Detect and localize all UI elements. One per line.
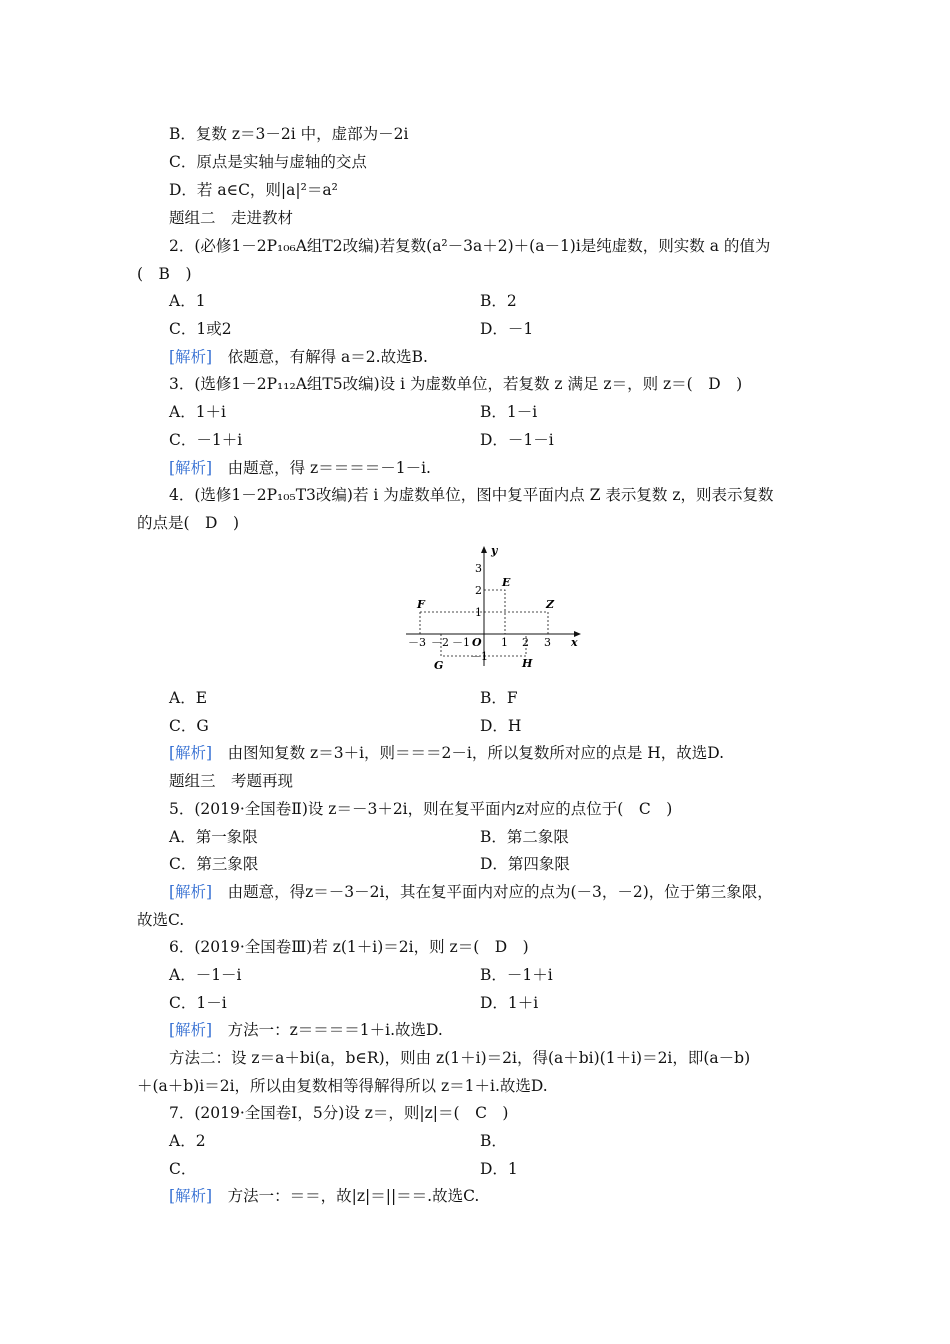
q2-option-c: C．1或2	[169, 320, 232, 338]
x-tick-label: 1	[501, 636, 508, 649]
complex-plane-figure	[398, 542, 583, 670]
x-tick-label: 3	[544, 636, 551, 649]
point-z-label: Z	[546, 598, 555, 611]
q2-answer-slot: ( B )	[137, 265, 192, 283]
q3-option-d: D．－1－i	[480, 431, 554, 449]
q6-method-two-cont: ＋(a＋b)i＝2i，所以由复数相等得解得所以 z＝1＋i.故选D.	[137, 1077, 548, 1095]
q7-option-b: B．	[480, 1132, 507, 1150]
group-2-heading: 题组二 走进教材	[169, 209, 294, 227]
q6-analysis	[169, 1020, 443, 1040]
q5-option-b: B．第二象限	[480, 828, 569, 846]
x-axis-label: x	[571, 636, 578, 649]
q6-analysis-text: 方法一：z＝＝＝＝1＋i.故选D.	[227, 1021, 443, 1039]
analysis-tag: [解析]	[169, 459, 213, 477]
q7-analysis	[169, 1186, 479, 1206]
guide-z	[484, 612, 548, 634]
q4-option-b: B．F	[480, 689, 518, 707]
q6-option-a: A．－1－i	[169, 966, 242, 984]
y-tick-label: －1	[470, 650, 488, 663]
q4-option-a: A．E	[169, 689, 208, 707]
q3-stem: 3．(选修1－2P₁₁₂A组T5改编)设 i 为虚数单位，若复数 z 满足 z＝，则 z＝( D )	[169, 375, 743, 393]
x-tick-label: －2	[431, 636, 449, 649]
q4-stem-cont: 的点是( D )	[137, 514, 240, 532]
q6-method-two: 方法二：设 z＝a＋bi(a，b∈R)，则由 z(1＋i)＝2i，得(a＋bi)(1＋i)＝2i，即(a－b)	[169, 1049, 751, 1067]
q5-option-a: A．第一象限	[169, 828, 258, 846]
q5-analysis	[169, 882, 773, 902]
q7-analysis-text: 方法一：＝＝，故|z|＝||＝＝.故选C.	[227, 1187, 480, 1205]
q5-option-d: D．第四象限	[480, 855, 570, 873]
q3-analysis-text: 由题意，得 z＝＝＝＝－1－i.	[227, 459, 431, 477]
q5-analysis-cont: 故选C.	[137, 911, 185, 929]
x-tick-label: －3	[408, 636, 426, 649]
q6-option-b: B．－1＋i	[480, 966, 553, 984]
x-tick-label: －1	[452, 636, 470, 649]
q5-option-c: C．第三象限	[169, 855, 259, 873]
q2-option-b: B．2	[480, 292, 517, 310]
y-tick-label: 2	[475, 584, 482, 597]
q5-stem: 5．(2019·全国卷Ⅱ)设 z＝－3＋2i，则在复平面内z对应的点位于( C )	[169, 800, 673, 818]
x-tick-label: 2	[522, 636, 529, 649]
q3-option-a: A．1＋i	[169, 403, 227, 421]
q6-stem: 6．(2019·全国卷Ⅲ)若 z(1＋i)＝2i，则 z＝( D )	[169, 938, 529, 956]
q7-option-d: D．1	[480, 1160, 518, 1178]
q1-option-c: C．原点是实轴与虚轴的交点	[169, 153, 367, 171]
q3-analysis	[169, 458, 431, 478]
analysis-tag: [解析]	[169, 744, 213, 762]
q2-option-a: A．1	[169, 292, 206, 310]
q6-option-d: D．1＋i	[480, 994, 539, 1012]
point-g-label: G	[434, 659, 444, 670]
origin-label: O	[472, 636, 482, 649]
q4-analysis-text: 由图知复数 z＝3＋i，则＝＝＝2－i，所以复数所对应的点是 H，故选D.	[227, 744, 725, 762]
y-tick-label: 1	[475, 606, 482, 619]
q2-option-d: D．－1	[480, 320, 534, 338]
y-axis-arrow	[481, 546, 487, 553]
analysis-tag: [解析]	[169, 1187, 213, 1205]
q3-option-c: C．－1＋i	[169, 431, 243, 449]
y-tick-label: 3	[475, 562, 482, 575]
y-axis-label: y	[491, 544, 498, 557]
q2-analysis-text: 依题意，有解得 a＝2.故选B.	[227, 348, 428, 366]
q2-stem: 2．(必修1－2P₁₀₆A组T2改编)若复数(a²－3a＋2)＋(a－1)i是纯虚数，则实数 a 的值为	[169, 237, 771, 255]
q6-option-c: C．1－i	[169, 994, 227, 1012]
q4-option-c: C．G	[169, 717, 209, 735]
q1-option-d: D．若 a∈C，则|a|²＝a²	[169, 181, 338, 199]
point-f-label: F	[417, 598, 425, 611]
q4-stem: 4．(选修1－2P₁₀₅T3改编)若 i 为虚数单位，图中复平面内点 Z 表示复数 z，则表示复数	[169, 486, 774, 504]
q7-stem: 7．(2019·全国卷Ⅰ，5分)设 z＝，则|z|＝( C )	[169, 1104, 509, 1122]
point-e-label: E	[502, 576, 511, 589]
q4-option-d: D．H	[480, 717, 522, 735]
analysis-tag: [解析]	[169, 348, 213, 366]
q3-option-b: B．1－i	[480, 403, 538, 421]
analysis-tag: [解析]	[169, 1021, 213, 1039]
q7-option-c: C．	[169, 1160, 197, 1178]
q5-analysis-text: 由题意，得z＝－3－2i，其在复平面内对应的点为(－3，－2)，位于第三象限，	[227, 883, 773, 901]
q1-option-b: B．复数 z＝3－2i 中，虚部为－2i	[169, 125, 409, 143]
point-h-label: H	[522, 657, 533, 670]
group-3-heading: 题组三 考题再现	[169, 772, 294, 790]
q2-analysis	[169, 347, 428, 367]
q4-analysis	[169, 743, 724, 763]
analysis-tag: [解析]	[169, 883, 213, 901]
q7-option-a: A．2	[169, 1132, 206, 1150]
